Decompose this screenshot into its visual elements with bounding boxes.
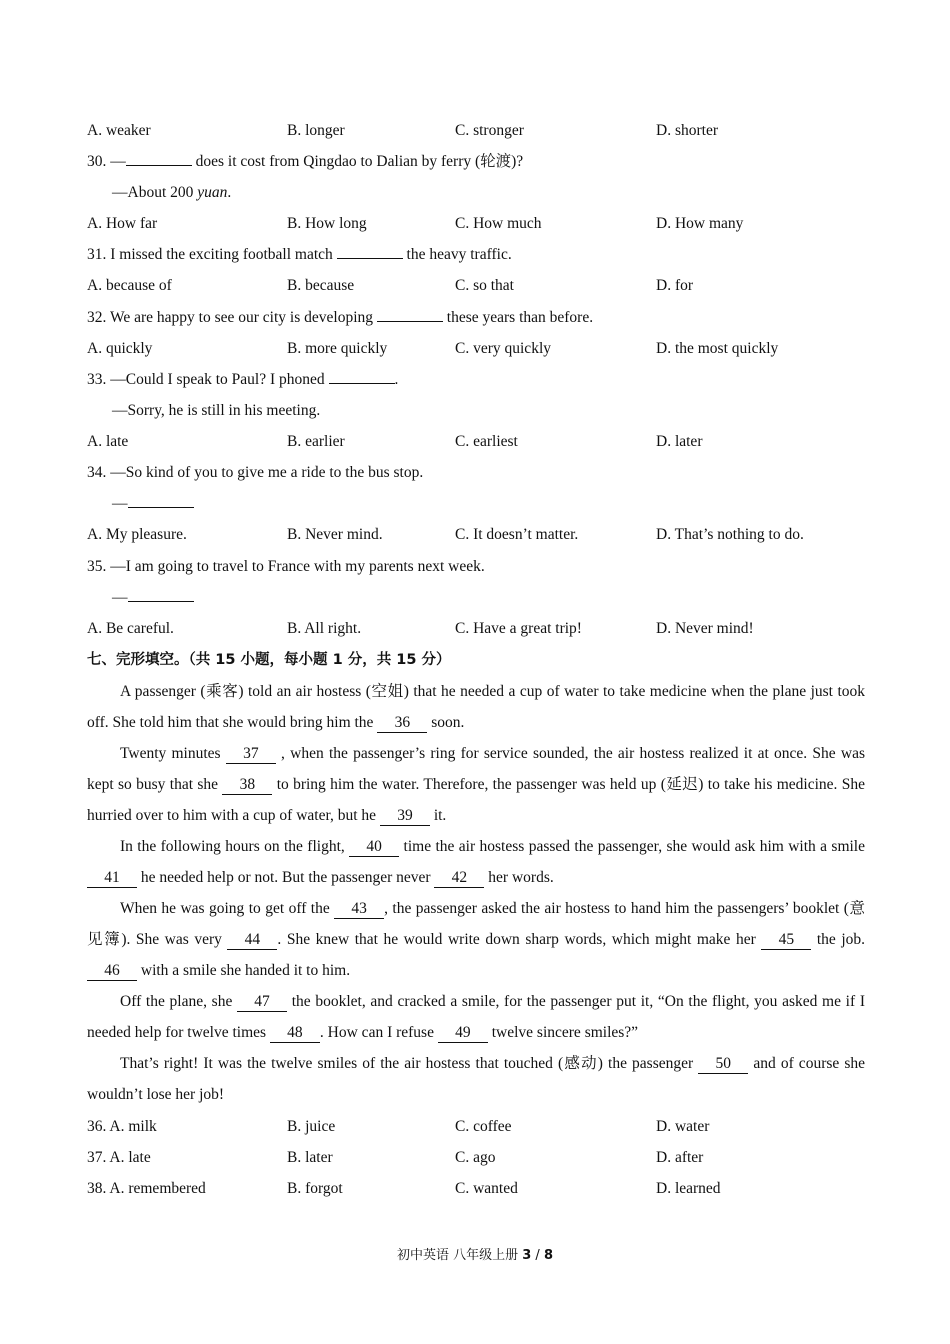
q31-option-b: B. because (287, 277, 355, 294)
blank-39: 39 (380, 807, 430, 826)
q35-option-d: D. Never mind! (656, 620, 754, 637)
q34-stem: 34. —So kind of you to give me a ride to the bus stop. (87, 464, 424, 481)
q35-option-a: A. Be careful. (87, 620, 174, 637)
blank-44: 44 (227, 931, 277, 950)
answer-blank (128, 491, 194, 508)
q36-option-c: C. coffee (455, 1118, 512, 1135)
answer-blank (126, 149, 192, 166)
q38-option-d: D. learned (656, 1180, 721, 1197)
q29-option-a: A. weaker (87, 122, 151, 139)
blank-37: 37 (226, 745, 276, 764)
q31-option-d: D. for (656, 277, 694, 294)
q30-options (87, 208, 867, 239)
blank-42: 42 (434, 869, 484, 888)
q32-option-a: A. quickly (87, 340, 153, 357)
q35-options (87, 613, 867, 644)
passage-paragraph: A passenger (乘客) told an air hostess (空姐) that he needed a cup of water to take medicine when the plane just took off. She told him that she would bring him the 36 soon. (87, 683, 865, 731)
q34-option-a: A. My pleasure. (87, 526, 187, 543)
q29-options (87, 115, 867, 146)
passage-paragraph: Twenty minutes 37 , when the passenger’s ring for service sounded, the air hostess realized it at once. She was kept so busy that she 38 to bring him the water. Therefore, the passenger was held up (延迟) to take his medicine. She hurried over to him with a cup of water, but he 39 it. (87, 745, 866, 824)
q34-options (87, 519, 867, 550)
q35-option-c: C. Have a great trip! (455, 620, 582, 637)
q34-option-d: D. That’s nothing to do. (656, 526, 804, 543)
q38-option-b: B. forgot (287, 1180, 343, 1197)
q33-option-d: D. later (656, 433, 703, 450)
q34-option-c: C. It doesn’t matter. (455, 526, 579, 543)
blank-45: 45 (761, 931, 811, 950)
q31-option-c: C. so that (455, 277, 514, 294)
q32-option-d: D. the most quickly (656, 340, 779, 357)
q33-reply: —Sorry, he is still in his meeting. (112, 402, 321, 419)
q32-options (87, 333, 867, 364)
q36-option-d: D. water (656, 1118, 710, 1135)
q37-option-c: C. ago (455, 1149, 496, 1166)
blank-41: 41 (87, 869, 137, 888)
blank-48: 48 (270, 1024, 320, 1043)
q33-option-c: C. earliest (455, 433, 518, 450)
q31-options (87, 270, 867, 301)
q38-option-a: 38. A. remembered (87, 1180, 206, 1197)
passage-paragraph: Off the plane, she 47 the booklet, and cracked a smile, for the passenger put it, “On the flight, you asked me if I needed help for twelve times 48 . How can I refuse 49 twelve sincere smiles?” (87, 993, 865, 1041)
q34-reply: — (112, 488, 892, 519)
q30-option-a: A. How far (87, 215, 158, 232)
answer-blank (128, 585, 194, 602)
q37-option-d: D. after (656, 1149, 704, 1166)
page-number: 3 (522, 1248, 532, 1263)
blank-50: 50 (698, 1055, 748, 1074)
blank-40: 40 (349, 838, 399, 857)
q35-stem: 35. —I am going to travel to France with my parents next week. (87, 558, 485, 575)
q35-reply: — (112, 582, 892, 613)
q34-option-b: B. Never mind. (287, 526, 383, 543)
q30-reply: —About 200 yuan. (112, 184, 232, 201)
q35-option-b: B. All right. (287, 620, 362, 637)
answer-blank (337, 242, 403, 259)
q37-option-a: 37. A. late (87, 1149, 151, 1166)
q33-options (87, 426, 867, 457)
blank-49: 49 (438, 1024, 488, 1043)
blank-38: 38 (222, 776, 272, 795)
page-footer: 初中英语 八年级上册 3 / 8 (396, 1248, 553, 1263)
passage-paragraph: When he was going to get off the 43 , the passenger asked the air hostess to hand him the passengers’ booklet (意见簿). She was very 44 . She knew that he would write down sharp words, which might make her 45 the job. 46 with a smile she handed it to him. (87, 900, 866, 979)
q32-stem: 32. We are happy to see our city is developing these years than before. (87, 302, 867, 333)
q32-option-b: B. more quickly (287, 340, 388, 357)
q32-option-c: C. very quickly (455, 340, 551, 357)
answer-blank (329, 367, 395, 384)
q33-stem: 33. —Could I speak to Paul? I phoned . (87, 364, 867, 395)
footer-label: 初中英语 八年级上册 (396, 1248, 523, 1263)
q30-option-b: B. How long (287, 215, 367, 232)
q29-option-b: B. longer (287, 122, 345, 139)
q30-option-d: D. How many (656, 215, 744, 232)
q31-option-a: A. because of (87, 277, 172, 294)
q36-options (87, 1111, 867, 1142)
section-title: 七、完形填空。（共 15 小题，每小题 1 分，共 15 分） (87, 652, 451, 668)
blank-46: 46 (87, 962, 137, 981)
q36-option-a: 36. A. milk (87, 1118, 157, 1135)
q38-options (87, 1173, 867, 1204)
q31-stem: 31. I missed the exciting football match the heavy traffic. (87, 239, 867, 270)
passage-paragraph: That’s right! It was the twelve smiles of the air hostess that touched (感动) the passenger 50 and of course she wouldn’t lose her job! (87, 1055, 866, 1103)
q38-option-c: C. wanted (455, 1180, 518, 1197)
q30-option-c: C. How much (455, 215, 542, 232)
answer-blank (377, 305, 443, 322)
blank-47: 47 (237, 993, 287, 1012)
page-total: 8 (543, 1248, 553, 1263)
q29-option-c: C. stronger (455, 122, 524, 139)
q37-option-b: B. later (287, 1149, 333, 1166)
q33-option-b: B. earlier (287, 433, 345, 450)
blank-43: 43 (334, 900, 384, 919)
q30-stem: 30. — does it cost from Qingdao to Dalian by ferry (轮渡)? (87, 146, 867, 177)
q33-option-a: A. late (87, 433, 129, 450)
q36-option-b: B. juice (287, 1118, 336, 1135)
passage-paragraph: In the following hours on the flight, 40 time the air hostess passed the passenger, she would ask him with a smile 41 he needed help or not. But the passenger never 42 her words. (87, 831, 865, 893)
q37-options (87, 1142, 867, 1173)
q29-option-d: D. shorter (656, 122, 718, 139)
blank-36: 36 (377, 714, 427, 733)
cloze-passage (87, 676, 865, 1110)
